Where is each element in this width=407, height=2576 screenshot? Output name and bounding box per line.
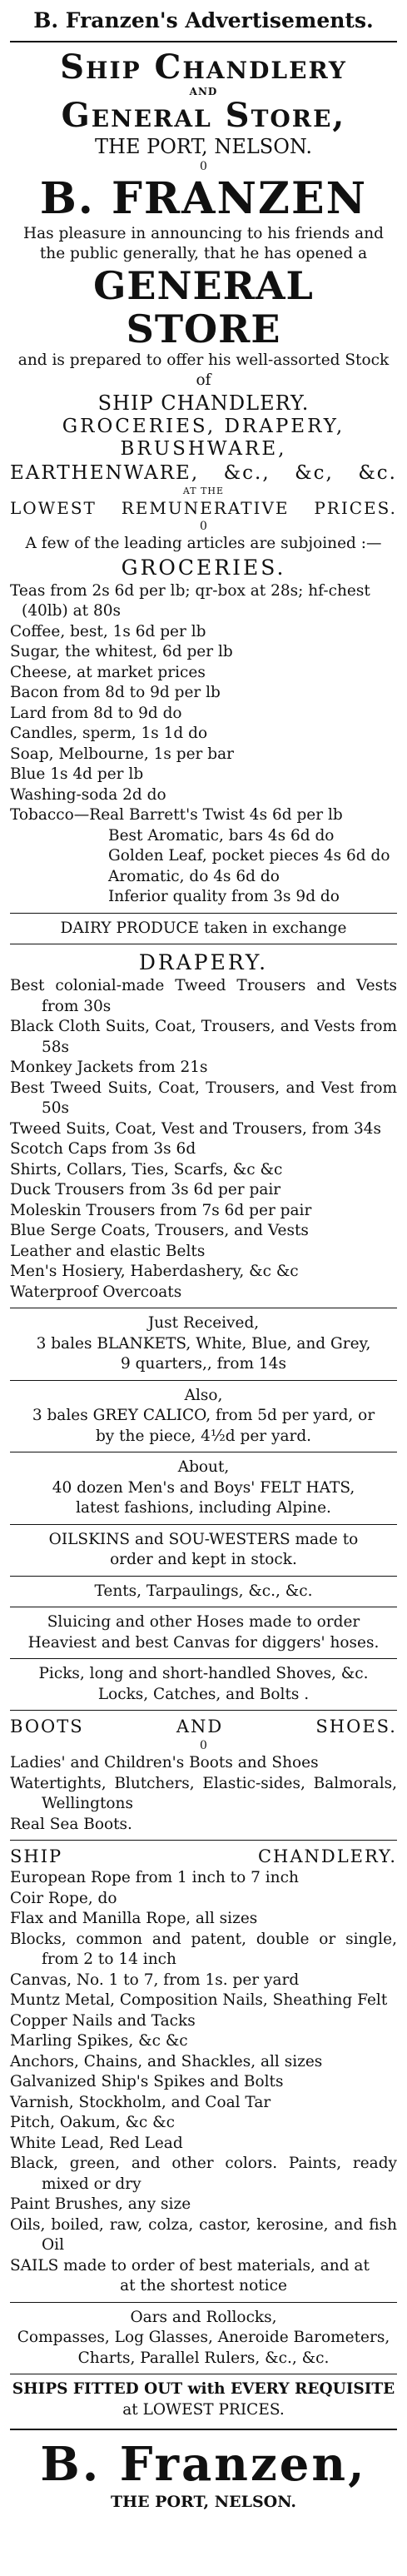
list-item: Blocks, common and patent, double or single, from 2 to 14 inch xyxy=(10,1930,397,1968)
section-divider xyxy=(10,1380,397,1381)
at-the: AT THE xyxy=(182,486,225,496)
list-item: Best colonial-made Tweed Trousers and Vests from 30s xyxy=(10,977,397,1015)
ships-fitted-line: SHIPS FITTED OUT with EVERY REQUISITE xyxy=(12,2380,395,2398)
list-item: Muntz Metal, Composition Nails, Sheathing Felt xyxy=(10,1991,388,2009)
list-item: Blue 1s 4d per lb xyxy=(10,765,144,783)
category-line-1: GROCERIES, DRAPERY, xyxy=(62,416,345,437)
calico-line: 3 bales GREY CALICO, from 5d per yard, or xyxy=(32,1407,375,1424)
list-item: Coffee, best, 1s 6d per lb xyxy=(10,622,206,640)
oilskins-order: order and kept in stock. xyxy=(110,1551,297,1568)
footer-address: THE PORT, NELSON. xyxy=(110,2493,296,2511)
just-received: Just Received, xyxy=(147,1314,260,1332)
b-franzen-name: B. FRANZEN xyxy=(39,173,368,224)
list-item: Galvanized Ship's Spikes and Bolts xyxy=(10,2073,284,2090)
category-word: &c., xyxy=(223,462,271,484)
ship-chandlery-title: Ship Chandlery xyxy=(60,47,347,87)
header-divider xyxy=(10,41,397,42)
list-item: Copper Nails and Tacks xyxy=(10,2011,196,2030)
prepared-text: and is prepared to offer his well-assorted Stock of xyxy=(17,351,390,389)
felt-hats-line: 40 dozen Men's and Boys' FELT HATS, xyxy=(52,1478,355,1497)
ship-chandlery-heading xyxy=(10,1846,397,1868)
list-item: Canvas, No. 1 to 7, from 1s. per yard xyxy=(10,1971,300,1989)
blankets-price: 9 quarters,, from 14s xyxy=(121,1355,286,1373)
list-item: Cheese, at market prices xyxy=(10,663,206,681)
list-item: Candles, sperm, 1s 1d do xyxy=(10,725,208,742)
list-item: Ladies' and Children's Boots and Shoes xyxy=(10,1754,319,1771)
list-item: Pitch, Oakum, &c &c xyxy=(10,2114,175,2131)
calico-price: by the piece, 4½d per yard. xyxy=(95,1427,312,1445)
locks-line: Locks, Catches, and Bolts . xyxy=(97,1685,310,1703)
list-item: Black, green, and other colors. Paints, ready mixed or dry xyxy=(10,2155,397,2193)
list-item: Best Tweed Suits, Coat, Trousers, and Vest from 50s xyxy=(10,1079,397,1117)
list-item: Scotch Caps from 3s 6d xyxy=(10,1140,196,1158)
felt-hats-desc: latest fashions, including Alpine. xyxy=(76,1499,331,1517)
footer-name: B. Franzen, xyxy=(40,2437,367,2492)
section-divider xyxy=(10,1710,397,1711)
intro-text: Has pleasure in announcing to his friends and the public generally, that he has opened a xyxy=(23,225,384,262)
ship-word: SHIP xyxy=(10,1846,63,1866)
the-port-nelson: THE PORT, NELSON. xyxy=(95,135,312,158)
ship-chandlery-line: SHIP CHANDLERY. xyxy=(97,391,310,415)
list-item: Coir Rope, do xyxy=(10,1889,117,1907)
boots-word: BOOTS xyxy=(10,1717,84,1736)
list-item: European Rope from 1 inch to 7 inch xyxy=(10,1869,299,1886)
section-divider xyxy=(10,1524,397,1525)
list-item: Bacon from 8d to 9d per lb xyxy=(10,684,221,701)
list-item: (40lb) at 80s xyxy=(22,602,121,620)
chandlery-list xyxy=(10,1868,397,2256)
list-item: Leather and elastic Belts xyxy=(10,1242,206,1260)
also-label: Also, xyxy=(184,1386,223,1404)
picks-line: Picks, long and short-handled Shoves, &c. xyxy=(38,1665,369,1682)
category-line-3 xyxy=(10,461,397,486)
list-item: Moleskin Trousers from 7s 6d per pair xyxy=(10,1201,312,1219)
category-word: &c. xyxy=(358,462,397,484)
lowest-word: LOWEST xyxy=(10,498,97,518)
list-item: Men's Hosiery, Haberdashery, &c &c xyxy=(10,1263,299,1280)
shoes-word: SHOES. xyxy=(315,1717,397,1736)
list-item: Marling Spikes, &c &c xyxy=(10,2032,188,2050)
about-label: About, xyxy=(177,1458,230,1476)
blankets-line: 3 bales BLANKETS, White, Blue, and Grey, xyxy=(36,1334,371,1353)
list-item: Tobacco—Real Barrett's Twist 4s 6d per lb xyxy=(10,806,343,824)
compasses-line: Compasses, Log Glasses, Aneroide Barometers, xyxy=(17,2329,390,2346)
oars-line: Oars and Rollocks, xyxy=(130,2308,277,2326)
advertisements-header: B. Franzen's Advertisements. xyxy=(33,8,374,32)
lowest-prices-tag: at LOWEST PRICES. xyxy=(122,2400,285,2419)
section-divider xyxy=(10,913,397,914)
list-item: Monkey Jackets from 21s xyxy=(10,1059,208,1076)
list-item: Teas from 2s 6d per lb; qr-box at 28s; hf-chest xyxy=(10,581,370,600)
oilskins-line: OILSKINS and SOU-WESTERS made to xyxy=(48,1530,359,1548)
list-item: Flax and Manilla Rope, all sizes xyxy=(10,1910,258,1927)
list-item: Inferior quality from 3s 9d do xyxy=(108,888,340,905)
list-item: Paint Brushes, any size xyxy=(10,2195,191,2213)
list-item: Best Aromatic, bars 4s 6d do xyxy=(108,826,335,845)
section-divider xyxy=(10,1658,397,1659)
subjoined-line: A few of the leading articles are subjoined :— xyxy=(25,535,382,552)
list-item: Anchors, Chains, and Shackles, all sizes xyxy=(10,2052,323,2070)
and-word: AND xyxy=(176,1717,224,1736)
category-word: EARTHENWARE, xyxy=(10,462,200,484)
prices-word: PRICES. xyxy=(314,498,397,518)
list-item: Oils, boiled, raw, colza, castor, kerosine, and fish Oil xyxy=(10,2215,397,2254)
tents-line: Tents, Tarpaulings, &c., &c. xyxy=(94,1582,313,1600)
general-store-heading: GENERAL STORE xyxy=(93,263,314,351)
lowest-prices-line xyxy=(10,497,397,519)
ornament-divider: 0 xyxy=(200,160,207,173)
and-word: AND xyxy=(189,86,218,97)
sails-line: SAILS made to order of best materials, and at xyxy=(10,2256,370,2275)
category-line-2: BRUSHWARE, xyxy=(120,438,287,460)
list-item: Blue Serge Coats, Trousers, and Vests xyxy=(10,1222,309,1239)
general-store-title: General Store, xyxy=(61,96,346,135)
canvas-hoses-line: Heaviest and best Canvas for diggers' hoses. xyxy=(27,1633,380,1652)
dairy-line: DAIRY PRODUCE taken in exchange xyxy=(60,919,347,937)
list-item: Black Cloth Suits, Coat, Trousers, and Vests from 58s xyxy=(10,1018,397,1056)
list-item: Washing-soda 2d do xyxy=(10,785,166,804)
remunerative-word: REMUNERATIVE xyxy=(121,498,290,518)
section-divider xyxy=(10,1576,397,1577)
list-item: Waterproof Overcoats xyxy=(10,1283,182,1301)
sails-notice: at the shortest notice xyxy=(120,2277,287,2294)
list-item: Soap, Melbourne, 1s per bar xyxy=(10,745,234,763)
list-item: Shirts, Collars, Ties, Scarfs, &c &c xyxy=(10,1160,283,1178)
drapery-heading: DRAPERY. xyxy=(138,950,269,974)
ornament-divider: 0 xyxy=(200,520,207,533)
charts-line: Charts, Parallel Rulers, &c., &c. xyxy=(77,2349,330,2367)
list-item: Tweed Suits, Coat, Vest and Trousers, from 34s xyxy=(10,1119,381,1138)
list-item: Real Sea Boots. xyxy=(10,1815,132,1833)
list-item: Varnish, Stockholm, and Coal Tar xyxy=(10,2093,271,2111)
category-word: &c, xyxy=(295,462,334,484)
list-item: Aromatic, do 4s 6d do xyxy=(108,867,280,885)
section-divider xyxy=(10,1840,397,1841)
boots-list xyxy=(10,1753,397,1835)
list-item: Sugar, the whitest, 6d per lb xyxy=(10,643,233,660)
list-item: Lard from 8d to 9d do xyxy=(10,704,182,722)
list-item: Duck Trousers from 3s 6d per pair xyxy=(10,1181,281,1198)
sluicing-line: Sluicing and other Hoses made to order xyxy=(47,1613,360,1631)
boots-heading xyxy=(10,1716,397,1738)
list-item: Watertights, Blutchers, Elastic-sides, Balmorals, Wellingtons xyxy=(10,1774,397,1812)
footer-divider xyxy=(10,2429,397,2430)
section-divider xyxy=(10,2302,397,2303)
groceries-list xyxy=(10,581,397,908)
drapery-list xyxy=(10,976,397,1303)
chandlery-word: CHANDLERY. xyxy=(257,1846,397,1866)
groceries-heading: GROCERIES. xyxy=(121,555,286,580)
list-item: White Lead, Red Lead xyxy=(10,2134,183,2152)
ornament-divider: 0 xyxy=(200,1739,207,1752)
list-item: Golden Leaf, pocket pieces 4s 6d do xyxy=(108,847,390,864)
